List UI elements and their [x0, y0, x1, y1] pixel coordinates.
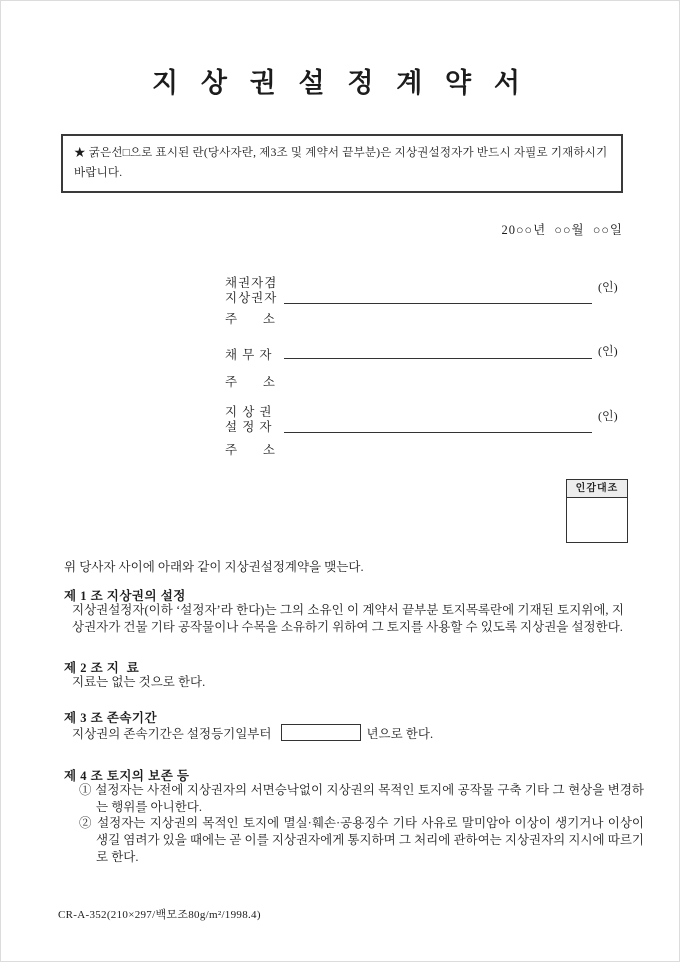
article-2-heading: 제 2 조 지 료: [64, 661, 140, 675]
seal-verification-box: [566, 479, 628, 543]
document-date: 20○○년 ○○월 ○○일: [501, 223, 623, 237]
duration-years-field[interactable]: [281, 724, 361, 741]
creditor-name-field[interactable]: [284, 289, 592, 304]
grantor-address-label: 주 소: [225, 443, 276, 457]
article-2-body: 지료는 없는 것으로 한다.: [72, 675, 206, 689]
intro-text: 위 당사자 사이에 아래와 같이 지상권설정계약을 맺는다.: [64, 560, 364, 574]
article-4-item-2: ② 설정자는 지상권의 목적인 토지에 멸실·훼손·공용징수 기타 사유로 말미암아 이상이 생기거나 이상이 생길 염려가 있을 때에는 곧 이를 지상권자에게 통지하며 그 처리에 관하여는 지상권자의 지시에 따르기로 한다.: [79, 816, 644, 864]
article-4-heading: 제 4 조 토지의 보존 등: [64, 769, 190, 783]
seal-verification-area: [567, 498, 627, 543]
creditor-label-line2: 지상권자: [225, 291, 278, 305]
form-code-footer: CR-A-352(210×297/백모조80g/m²/1998.4): [58, 909, 261, 921]
notice-text: ★ 굵은선□으로 표시된 란(당사자란, 제3조 및 계약서 끝부분)은 지상권설정자가 반드시 자필로 기재하시기 바랍니다.: [74, 147, 608, 179]
document-title: 지 상 권 설 정 계 약 서: [152, 68, 528, 98]
notice-box: [61, 134, 623, 193]
grantor-label-line2: 설 정 자: [225, 420, 273, 434]
article-1-heading: 제 1 조 지상권의 설정: [64, 589, 186, 603]
article-3-body-before: 지상권의 존속기간은 설정등기일부터: [72, 727, 272, 741]
creditor-address-label: 주 소: [225, 312, 276, 326]
debtor-seal-mark: (인): [598, 344, 618, 358]
article-3-heading: 제 3 조 존속기간: [64, 711, 158, 725]
debtor-label: 채 무 자: [225, 348, 273, 362]
grantor-seal-mark: (인): [598, 409, 618, 423]
article-4-item-1: ① 설정자는 사전에 지상권자의 서면승낙없이 지상권의 목적인 토지에 공작물 구축 기타 그 현상을 변경하는 행위를 아니한다.: [79, 783, 644, 814]
article-3-body-after: 년으로 한다.: [366, 727, 434, 741]
debtor-address-label: 주 소: [225, 375, 276, 389]
grantor-name-field[interactable]: [284, 418, 592, 433]
article-1-body: 지상권설정자(이하 ‘설정자’라 한다)는 그의 소유인 이 계약서 끝부분 토지목록란에 기재된 토지위에, 지상권자가 건물 기타 공작물이나 수목을 소유하기 위하여 그 토지를 사용할 수 있도록 지상권을 설정한다.: [72, 603, 624, 634]
debtor-name-field[interactable]: [284, 344, 592, 359]
creditor-seal-mark: (인): [598, 280, 618, 294]
creditor-label-line1: 채권자겸: [225, 276, 278, 290]
seal-verification-label: 인감대조: [567, 480, 627, 498]
grantor-label-line1: 지 상 권: [225, 405, 273, 419]
article-3-body: [72, 724, 433, 743]
